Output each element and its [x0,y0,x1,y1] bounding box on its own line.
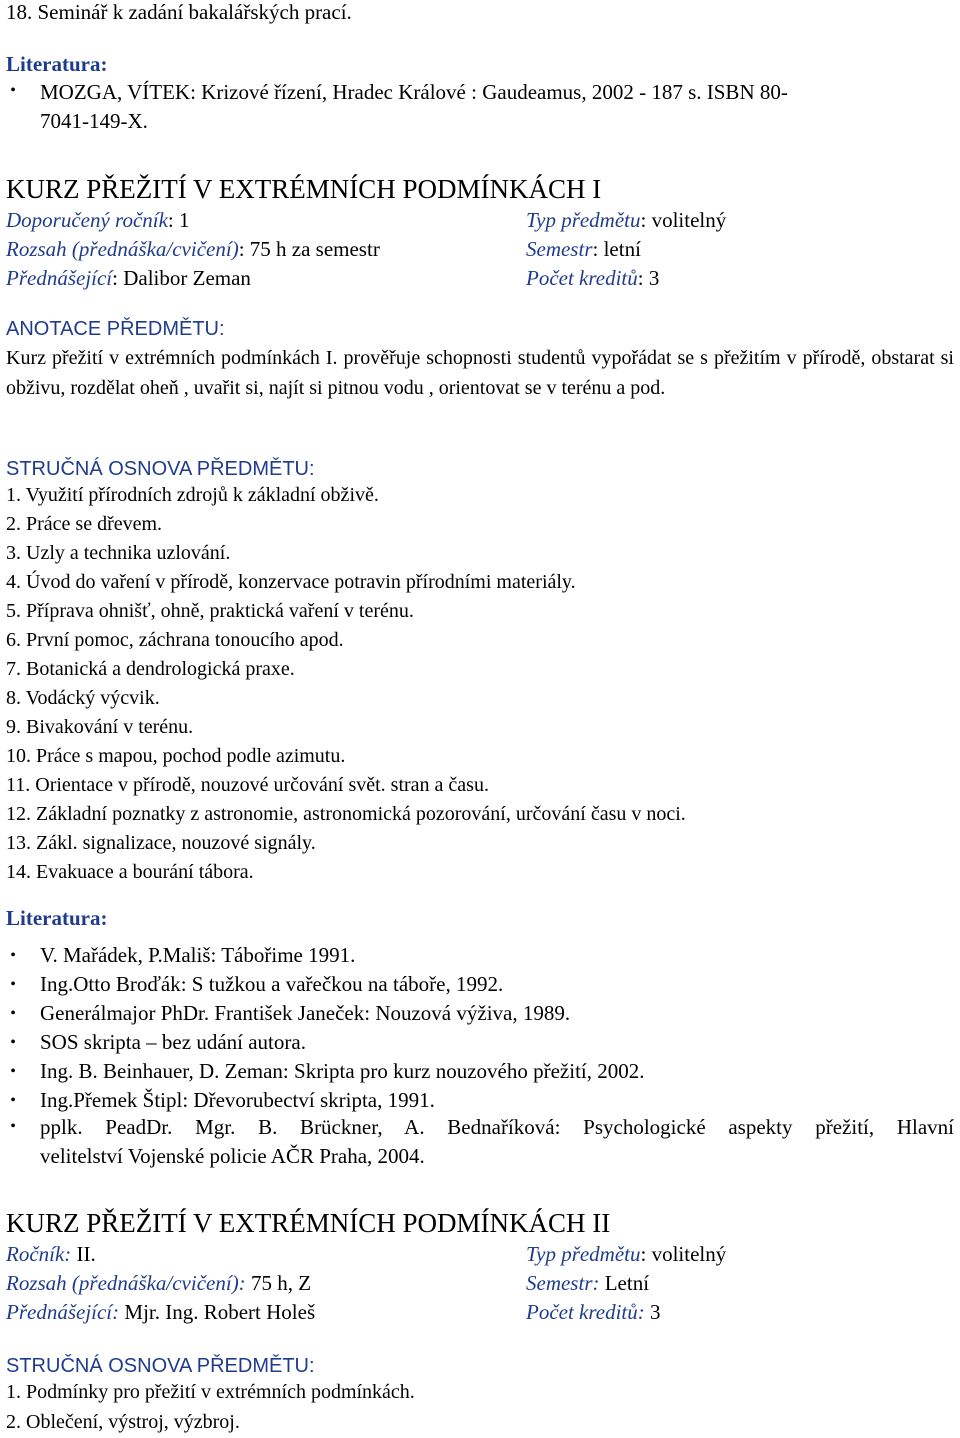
literature-item: SOS skripta – bez udání autora. [40,1030,306,1054]
bullet-icon: • [10,1118,16,1135]
course-rocnik: Doporučený ročník: 1 [6,208,190,232]
literature-label: Literatura: [6,906,108,930]
outline-item: 6. První pomoc, záchrana tonoucího apod. [6,629,344,651]
literature-item: V. Mařádek, P.Mališ: Tábořime 1991. [40,943,356,967]
outline-label: STRUČNÁ OSNOVA PŘEDMĚTU: [6,1355,315,1377]
course-title: KURZ PŘEŽITÍ V EXTRÉMNÍCH PODMÍNKÁCH I [6,174,602,204]
outline-item: 14. Evakuace a bourání tábora. [6,861,254,883]
course-typ: Typ předmětu: volitelný [526,1242,727,1266]
course-prednasejici: Přednášející: Mjr. Ing. Robert Holeš [6,1300,316,1324]
literature-item: pplk. PeadDr. Mgr. B. Brückner, A. Bednaříková: Psychologické aspekty přežití, Hlavní velitelství Vojenské policie AČR Praha, 2004. [40,1115,954,1168]
course-kredity: Počet kreditů: 3 [526,1300,661,1324]
literature-item: MOZGA, VÍTEK: Krizové řízení, Hradec Králové : Gaudeamus, 2002 - 187 s. ISBN 80- 7041-149-X. [40,80,788,133]
bullet-icon: • [10,1034,16,1051]
course-typ: Typ předmětu: volitelný [526,208,727,232]
literature-item: Generálmajor PhDr. František Janeček: Nouzová výživa, 1989. [40,1001,571,1025]
course-prednasejici: Přednášející: Dalibor Zeman [6,266,251,290]
course-semestr: Semestr: Letní [526,1271,650,1295]
course-kredity: Počet kreditů: 3 [526,266,660,290]
outline-item: 1. Využití přírodních zdrojů k základní obživě. [6,484,379,506]
outline-item: 10. Práce s mapou, pochod podle azimutu. [6,745,346,767]
outline-item: 2. Práce se dřevem. [6,513,163,535]
course-rocnik: Ročník: II. [6,1242,96,1266]
outline-item: 2. Oblečení, výstroj, výzbroj. [6,1411,240,1433]
bullet-icon: • [10,947,16,964]
bullet-icon: • [10,976,16,993]
annotation-label: ANOTACE PŘEDMĚTU: [6,318,225,340]
bullet-icon: • [10,82,16,99]
outline-item: 9. Bivakování v terénu. [6,716,194,738]
outline-item: 3. Uzly a technika uzlování. [6,542,231,564]
literature-label: Literatura: [6,52,108,76]
bullet-icon: • [10,1063,16,1080]
literature-item: Ing.Otto Broďák: S tužkou a vařečkou na táboře, 1992. [40,972,504,996]
seminar-heading: 18. Seminář k zadání bakalářských prací. [6,0,352,24]
course-rozsah: Rozsah (přednáška/cvičení): 75 h za semestr [6,237,380,261]
course-title: KURZ PŘEŽITÍ V EXTRÉMNÍCH PODMÍNKÁCH II [6,1208,611,1238]
outline-item: 4. Úvod do vaření v přírodě, konzervace potravin přírodními materiály. [6,571,576,593]
course-semestr: Semestr: letní [526,237,641,261]
bullet-icon: • [10,1092,16,1109]
outline-item: 13. Zákl. signalizace, nouzové signály. [6,832,316,854]
outline-item: 11. Orientace v přírodě, nouzové určování svět. stran a času. [6,774,489,796]
outline-item: 7. Botanická a dendrologická praxe. [6,658,295,680]
outline-label: STRUČNÁ OSNOVA PŘEDMĚTU: [6,458,315,480]
outline-item: 1. Podmínky pro přežití v extrémních podmínkách. [6,1381,415,1403]
literature-item: Ing.Přemek Štipl: Dřevorubectví skripta, 1991. [40,1088,435,1112]
annotation-text: Kurz přežití v extrémních podmínkách I. prověřuje schopnosti studentů vypořádat se s přežitím v přírodě, obstarat si obživu, rozdělat oheň , uvařit si, najít si pitnou vodu , orientovat se v terénu a pod. [6,347,954,399]
literature-item: Ing. B. Beinhauer, D. Zeman: Skripta pro kurz nouzového přežití, 2002. [40,1059,645,1083]
bullet-icon: • [10,1005,16,1022]
course-rozsah: Rozsah (přednáška/cvičení): 75 h, Z [6,1271,312,1295]
outline-item: 12. Základní poznatky z astronomie, astronomická pozorování, určování času v noci. [6,803,686,825]
outline-item: 8. Vodácký výcvik. [6,687,160,709]
outline-item: 5. Příprava ohnišť, ohně, praktická vaření v terénu. [6,600,414,622]
